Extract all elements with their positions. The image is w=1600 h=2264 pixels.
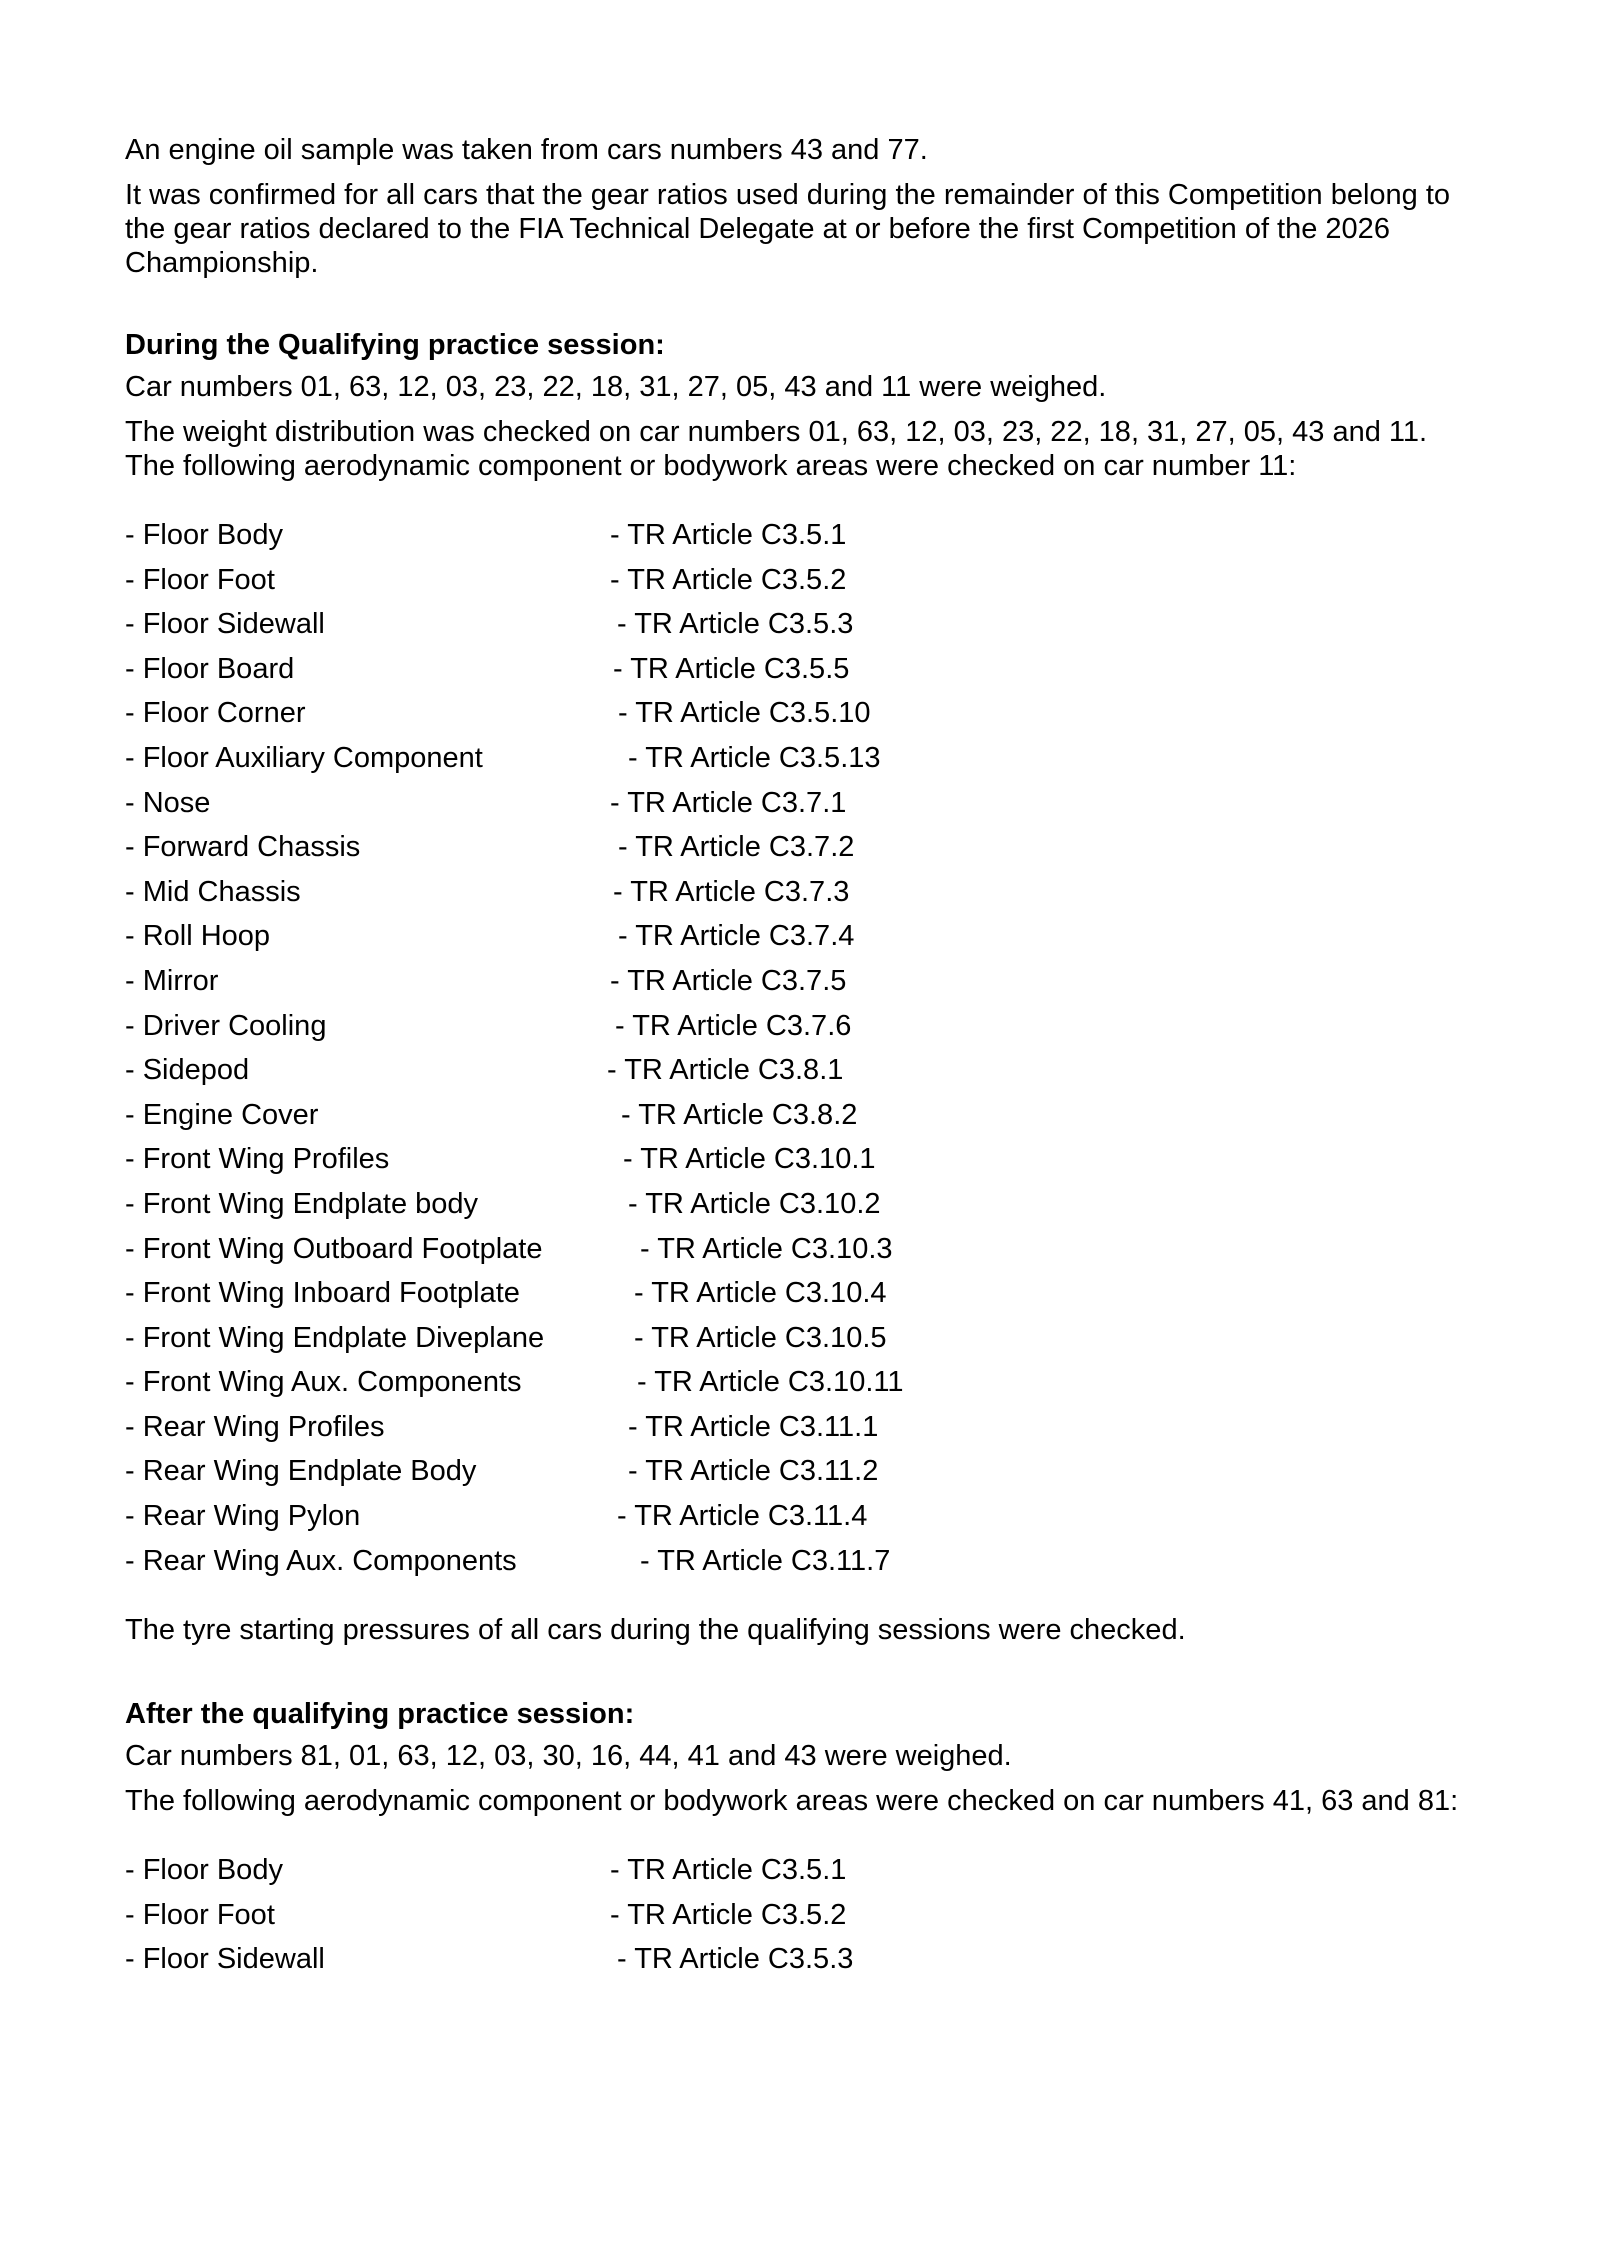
component-row (125, 1316, 1495, 1361)
component-name: - Front Wing Profiles (125, 1143, 390, 1176)
component-name: - Floor Corner (125, 697, 306, 730)
after-qualifying-component-list (125, 1848, 1495, 1982)
component-article-ref: - TR Article C3.5.3 (617, 1943, 854, 1976)
component-row (125, 736, 1495, 781)
component-name: - Floor Body (125, 1854, 283, 1887)
component-article-ref: - TR Article C3.5.1 (610, 1854, 847, 1887)
component-name: - Sidepod (125, 1054, 250, 1087)
component-row (125, 1093, 1495, 1138)
component-article-ref: - TR Article C3.10.11 (637, 1366, 904, 1399)
component-row (125, 1137, 1495, 1182)
component-row (125, 647, 1495, 692)
component-row (125, 513, 1495, 558)
oil-sample-text: An engine oil sample was taken from cars numbers 43 and 77. (125, 134, 928, 166)
component-row (125, 1360, 1495, 1405)
component-row (125, 1893, 1495, 1938)
document-page (125, 133, 1495, 1982)
component-row (125, 1405, 1495, 1450)
component-name: - Rear Wing Endplate Body (125, 1455, 477, 1488)
component-article-ref: - TR Article C3.11.2 (628, 1455, 879, 1488)
component-row (125, 691, 1495, 736)
component-row (125, 1004, 1495, 1049)
after-qualifying-aero-intro: The following aerodynamic component or bodywork areas were checked on car numbers 41, 63 and 81: (125, 1785, 1459, 1818)
component-name: - Rear Wing Profiles (125, 1410, 385, 1443)
component-name: - Front Wing Endplate Diveplane (125, 1321, 545, 1354)
component-article-ref: - TR Article C3.10.1 (623, 1143, 876, 1176)
component-article-ref: - TR Article C3.10.2 (628, 1187, 881, 1220)
component-name: - Forward Chassis (125, 831, 361, 864)
component-article-ref: - TR Article C3.5.10 (618, 697, 871, 730)
spacer (125, 280, 1495, 328)
component-name: - Mid Chassis (125, 875, 301, 908)
component-name: - Floor Foot (125, 563, 275, 596)
component-article-ref: - TR Article C3.5.2 (610, 563, 847, 596)
after-qualifying-weighed-text: Car numbers 81, 01, 63, 12, 03, 30, 16, 44, 41 and 43 were weighed. (125, 1740, 1012, 1773)
component-article-ref: - TR Article C3.7.5 (610, 964, 847, 997)
component-article-ref: - TR Article C3.7.6 (615, 1009, 852, 1042)
component-row (125, 1048, 1495, 1093)
spacer (125, 1818, 1495, 1848)
weight-distribution-text: The weight distribution was checked on car numbers 01, 63, 12, 03, 23, 22, 18, 31, 27, 05, 43 and 11. (125, 416, 1428, 448)
component-name: - Floor Sidewall (125, 1943, 325, 1976)
component-article-ref: - TR Article C3.11.7 (640, 1544, 891, 1577)
component-article-ref: - TR Article C3.5.13 (628, 741, 881, 774)
component-row (125, 914, 1495, 959)
component-row (125, 825, 1495, 870)
component-row (125, 1848, 1495, 1893)
component-row (125, 1539, 1495, 1584)
component-article-ref: - TR Article C3.7.2 (618, 831, 855, 864)
component-article-ref: - TR Article C3.8.2 (621, 1098, 858, 1131)
component-row (125, 1271, 1495, 1316)
component-article-ref: - TR Article C3.5.5 (613, 652, 850, 685)
component-name: - Front Wing Aux. Components (125, 1366, 522, 1399)
component-row (125, 1182, 1495, 1227)
qualifying-aero-intro: The following aerodynamic component or bodywork areas were checked on car number 11: (125, 450, 1297, 482)
component-name: - Engine Cover (125, 1098, 319, 1131)
component-name: - Mirror (125, 964, 219, 997)
component-name: - Driver Cooling (125, 1009, 327, 1042)
spacer (125, 483, 1495, 513)
component-row (125, 1227, 1495, 1272)
component-article-ref: - TR Article C3.11.4 (617, 1500, 868, 1533)
component-article-ref: - TR Article C3.5.2 (610, 1898, 847, 1931)
component-row (125, 781, 1495, 826)
component-row (125, 1937, 1495, 1982)
tyre-pressures-text: The tyre starting pressures of all cars during the qualifying sessions were checked. (125, 1614, 1186, 1647)
component-name: - Floor Board (125, 652, 295, 685)
component-name: - Floor Body (125, 519, 283, 551)
component-name: - Floor Sidewall (125, 608, 325, 641)
component-name: - Front Wing Inboard Footplate (125, 1277, 520, 1310)
component-name: - Nose (125, 786, 211, 819)
qualifying-component-list (125, 513, 1495, 1583)
component-name: - Rear Wing Pylon (125, 1500, 361, 1533)
qualifying-weighed-text: Car numbers 01, 63, 12, 03, 23, 22, 18, 31, 27, 05, 43 and 11 were weighed. (125, 371, 1107, 403)
component-name: - Floor Auxiliary Component (125, 741, 483, 774)
component-article-ref: - TR Article C3.7.4 (618, 920, 855, 953)
component-article-ref: - TR Article C3.7.3 (613, 875, 850, 908)
component-row (125, 959, 1495, 1004)
component-article-ref: - TR Article C3.10.4 (634, 1277, 887, 1310)
gear-ratios-text: It was confirmed for all cars that the gear ratios used during the remainder of this Competition belong to the gear ratios declared to the FIA Technical Delegate at or before the first Competition of the 2026 Championship. (125, 179, 1451, 279)
spacer (125, 1583, 1495, 1613)
component-name: - Front Wing Endplate body (125, 1187, 479, 1220)
component-article-ref: - TR Article C3.5.1 (610, 519, 847, 551)
component-row (125, 870, 1495, 915)
after-qualifying-heading: After the qualifying practice session: (125, 1698, 635, 1731)
component-article-ref: - TR Article C3.7.1 (610, 786, 847, 819)
component-row (125, 558, 1495, 603)
component-article-ref: - TR Article C3.5.3 (617, 608, 854, 641)
qualifying-heading: During the Qualifying practice session: (125, 329, 665, 361)
component-row (125, 1494, 1495, 1539)
component-row (125, 1449, 1495, 1494)
component-name: - Roll Hoop (125, 920, 271, 953)
spacer (125, 1647, 1495, 1697)
component-article-ref: - TR Article C3.10.5 (634, 1321, 887, 1354)
component-article-ref: - TR Article C3.11.1 (628, 1410, 879, 1443)
component-name: - Rear Wing Aux. Components (125, 1544, 517, 1577)
component-article-ref: - TR Article C3.8.1 (607, 1054, 844, 1087)
component-name: - Floor Foot (125, 1898, 275, 1931)
component-row (125, 602, 1495, 647)
component-name: - Front Wing Outboard Footplate (125, 1232, 543, 1265)
component-article-ref: - TR Article C3.10.3 (640, 1232, 893, 1265)
